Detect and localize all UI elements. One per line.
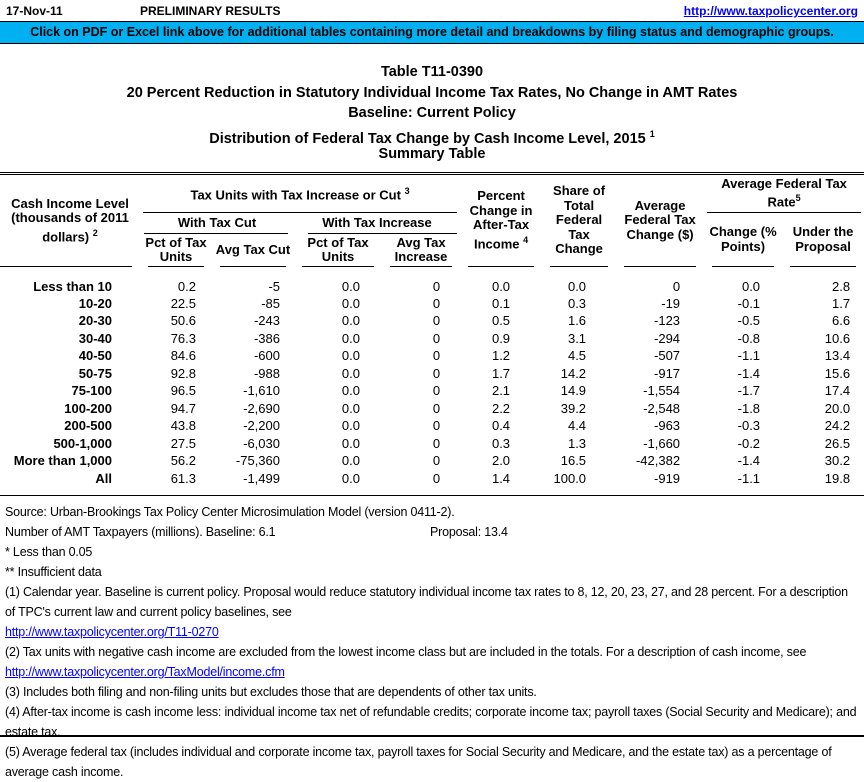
table-cell: 4.5	[567, 348, 587, 364]
income-level-label: 200-500	[64, 418, 112, 434]
table-cell: 14.2	[560, 365, 587, 381]
income-level-label: All	[95, 470, 112, 486]
table-cell: 19.8	[824, 470, 851, 486]
table-cell: 1.2	[491, 348, 511, 364]
income-level-label: 100-200	[64, 400, 112, 416]
table-cell: 0.3	[491, 435, 511, 451]
table-cell: 13.4	[824, 348, 851, 364]
income-level-label: 75-100	[71, 383, 112, 399]
table-cell: 50.6	[170, 313, 196, 329]
table-cell: 96.5	[170, 383, 196, 399]
table-row	[0, 295, 864, 313]
table-row	[0, 417, 864, 435]
table-cell: -75,360	[235, 453, 280, 469]
table-cell: 0.2	[177, 278, 196, 294]
footnote-line: (5) Average federal tax (includes individual and corporate income tax, payroll taxes for Social Security and Medicare, and the estate tax) as a percentage of average cash income.	[5, 745, 832, 779]
table-row	[0, 365, 864, 383]
table-cell: 0	[432, 435, 441, 451]
income-level-label: 10-20	[78, 295, 112, 311]
table-cell: 15.6	[824, 365, 851, 381]
table-number-title: Table T11-0390	[380, 64, 484, 80]
income-level-label: Less than 10	[33, 278, 112, 294]
table-cell: 61.3	[170, 470, 196, 486]
table-row	[0, 435, 864, 453]
table-cell: 0.0	[341, 453, 360, 469]
income-level-label: 50-75	[78, 365, 112, 381]
col-header-change-percentage-points: Change (% Points)	[704, 213, 782, 267]
table-cell: 14.9	[560, 383, 587, 399]
table-cell: 56.2	[170, 453, 196, 469]
table-cell: 0.0	[341, 295, 360, 311]
table-cell: -2,200	[243, 418, 280, 434]
income-level-label: 500-1,000	[53, 435, 112, 451]
table-cell: 0.0	[341, 470, 360, 486]
table-cell: 26.5	[824, 435, 851, 451]
table-cell: 2.2	[491, 400, 511, 416]
distribution-title: Distribution of Federal Tax Change by Cash Income Level, 2015 $^1$	[209, 128, 655, 147]
table-cell: -963	[654, 418, 681, 434]
income-level-label: 40-50	[78, 348, 112, 364]
table-cell: 17.4	[824, 383, 851, 399]
amt-taxpayers-note	[5, 522, 858, 542]
group-header-average-federal-tax-rate: Average Federal Tax Rate$^5$	[704, 175, 864, 213]
table-cell: 24.2	[824, 418, 851, 434]
table-cell: -2,690	[243, 400, 280, 416]
amt-baseline-value: Number of AMT Taxpayers (millions). Baseline: 6.1	[5, 525, 276, 539]
table-cell: -0.3	[737, 418, 761, 434]
table-cell: 20.0	[824, 400, 851, 416]
table-cell: -988	[253, 365, 280, 381]
table-cell: -917	[654, 365, 681, 381]
table-cell: 0.0	[741, 278, 761, 294]
footnote-line: * Less than 0.05	[5, 545, 93, 559]
table-cell: 1.7	[831, 295, 851, 311]
table-cell: 0	[432, 348, 441, 364]
col-header-pct-tax-units-increase: Pct of Tax Units	[294, 234, 382, 267]
table-cell: -1,610	[243, 383, 280, 399]
table-cell: -1.7	[737, 383, 761, 399]
table-cell: -386	[253, 330, 280, 346]
table-cell: -1.8	[737, 400, 761, 416]
taxpolicycenter-link[interactable]: http://www.taxpolicycenter.org	[683, 4, 858, 18]
income-level-label: 20-30	[78, 313, 112, 329]
proposal-title: 20 Percent Reduction in Statutory Individual Income Tax Rates, No Change in AMT Rates	[126, 84, 738, 101]
table-cell: -1,554	[643, 383, 681, 399]
table-cell: 6.6	[831, 313, 851, 329]
table-cell: 4.4	[567, 418, 587, 434]
table-cell: -600	[253, 348, 280, 364]
footnote-line: (1) Calendar year. Baseline is current policy. Proposal would reduce statutory individual income tax rates to 8, 12, 20, 23, 27, and 28 percent. For a description of TPC's current law and current policy baselines, see	[5, 585, 848, 619]
table-row	[0, 347, 864, 365]
table-body	[0, 267, 864, 488]
table-cell: 1.3	[567, 435, 587, 451]
source-note: Source: Urban-Brookings Tax Policy Center Microsimulation Model (version 0411-2).	[5, 505, 455, 519]
table-cell: 0.0	[341, 418, 360, 434]
table-cell: 0	[432, 313, 441, 329]
footnotes	[0, 496, 864, 782]
table-cell: -294	[654, 330, 681, 346]
income-level-label: More than 1,000	[13, 453, 112, 469]
amt-proposal-value: Proposal: 13.4	[430, 525, 508, 539]
table-cell: 3.1	[567, 330, 587, 346]
table-row	[0, 267, 864, 295]
table-cell: 0	[432, 453, 441, 469]
table-cell: 0	[432, 330, 441, 346]
table-cell: 2.0	[491, 453, 511, 469]
col-header-pct-tax-units-cut: Pct of Tax Units	[140, 234, 212, 267]
table-cell: -1.1	[737, 348, 761, 364]
table-row	[0, 312, 864, 330]
summary-table	[0, 175, 864, 488]
table-cell: 0.0	[341, 348, 360, 364]
table-cell: -1,499	[243, 470, 280, 486]
group-header-with-tax-increase: With Tax Increase	[294, 213, 460, 234]
group-header-tax-units-increase-or-cut: Tax Units with Tax Increase or Cut $^3$	[140, 175, 460, 213]
table-cell: 0	[672, 278, 681, 294]
col-header-avg-tax-increase: Avg Tax Increase	[382, 234, 460, 267]
table-cell: 0.3	[567, 295, 587, 311]
table-cell: -0.1	[737, 295, 761, 311]
footnote-line: (3) Includes both filing and non-filing units but excludes those that are dependents of other tax units.	[5, 685, 537, 699]
table-cell: -1.4	[737, 365, 761, 381]
col-header-percent-change-after-tax-income: Percent Change in After-Tax Income $^4$	[460, 175, 542, 267]
table-cell: -19	[661, 295, 681, 311]
table-cell: 0	[432, 295, 441, 311]
table-cell: 0.0	[341, 330, 360, 346]
table-cell: 0.0	[341, 400, 360, 416]
table-header	[0, 175, 864, 267]
table-cell: 1.4	[491, 470, 511, 486]
table-cell: 0.0	[341, 383, 360, 399]
table-cell: 43.8	[170, 418, 196, 434]
col-header-avg-tax-cut: Avg Tax Cut	[212, 234, 294, 267]
summary-table-title: Summary Table	[378, 146, 486, 162]
table-cell: 0	[432, 383, 441, 399]
table-cell: 27.5	[170, 435, 196, 451]
table-cell: -243	[253, 313, 280, 329]
group-header-with-tax-cut: With Tax Cut	[140, 213, 294, 234]
table-cell: -42,382	[635, 453, 681, 469]
table-cell: 0.0	[341, 313, 360, 329]
table-cell: -0.8	[737, 330, 761, 346]
table-cell: 0.9	[491, 330, 511, 346]
table-row	[0, 452, 864, 470]
footnotes-list	[5, 542, 858, 782]
table-cell: 0.0	[341, 365, 360, 381]
footnote-link[interactable]: http://www.taxpolicycenter.org/TaxModel/income.cfm	[5, 665, 285, 679]
table-cell: 0	[432, 400, 441, 416]
preliminary-results-label: PRELIMINARY RESULTS	[140, 4, 281, 18]
title-block	[0, 62, 864, 165]
table-cell: -85	[261, 295, 280, 311]
table-cell: 2.1	[491, 383, 511, 399]
baseline-title: Baseline: Current Policy	[348, 105, 516, 121]
table-cell: 16.5	[560, 453, 587, 469]
table-cell: 0.4	[491, 418, 511, 434]
table-cell: 92.8	[170, 365, 196, 381]
footnote-link[interactable]: http://www.taxpolicycenter.org/T11-0270	[5, 625, 219, 639]
table-cell: 0	[432, 278, 441, 294]
col-header-average-federal-tax-change: Average Federal Tax Change ($)	[616, 175, 704, 267]
footnote-ref-3: 3	[404, 186, 410, 197]
col-header-share-total-federal-tax-change: Share of Total Federal Tax Change	[542, 175, 616, 267]
footnote-line: (2) Tax units with negative cash income are excluded from the lowest income class but are included in the totals. For a description of cash income, see	[5, 645, 807, 659]
table-cell: 10.6	[824, 330, 851, 346]
table-cell: -1,660	[643, 435, 681, 451]
table-cell: 22.5	[170, 295, 196, 311]
table-cell: -919	[654, 470, 681, 486]
income-level-label: 30-40	[78, 330, 112, 346]
footnote-line: ** Insufficient data	[5, 565, 102, 579]
footnote-ref-2: 2	[92, 227, 98, 238]
table-row	[0, 470, 864, 488]
table-cell: 0	[432, 418, 441, 434]
table-cell: -2,548	[643, 400, 681, 416]
table-cell: 0.0	[567, 278, 587, 294]
table-cell: 1.6	[567, 313, 587, 329]
table-cell: 0.0	[341, 278, 360, 294]
table-cell: -0.2	[737, 435, 761, 451]
date-label: 17-Nov-11	[6, 4, 63, 18]
table-cell: 84.6	[170, 348, 196, 364]
table-cell: 0.5	[491, 313, 511, 329]
table-cell: 30.2	[824, 453, 851, 469]
col-header-cash-income-level: Cash Income Level (thousands of 2011 dollars) $^2$	[0, 175, 140, 267]
table-cell: 0.0	[341, 435, 360, 451]
table-cell: 100.0	[553, 470, 587, 486]
table-cell: 76.3	[170, 330, 196, 346]
table-cell: -6,030	[243, 435, 280, 451]
info-banner	[0, 21, 864, 44]
table-row	[0, 330, 864, 348]
table-cell: 94.7	[170, 400, 196, 416]
table-cell: -0.5	[737, 313, 761, 329]
footnote-ref-1: 1	[649, 128, 655, 139]
table-cell: 1.7	[491, 365, 511, 381]
table-cell: -507	[654, 348, 681, 364]
footnote-line: (4) After-tax income is cash income less: individual income tax net of refundable credits; corporate income tax; payroll taxes (Social Security and Medicare); and estate tax.	[5, 705, 857, 739]
table-cell: 0	[432, 470, 441, 486]
footnote-ref-5: 5	[795, 193, 801, 204]
table-cell: -1.1	[737, 470, 761, 486]
table-cell: 2.8	[831, 278, 851, 294]
col-header-under-the-proposal: Under the Proposal	[782, 213, 864, 267]
table-row	[0, 400, 864, 418]
info-banner-text: Click on PDF or Excel link above for additional tables containing more detail and breakdowns by filing status and demographic groups.	[30, 25, 834, 39]
footnote-ref-4: 4	[523, 234, 529, 245]
table-cell: -5	[268, 278, 280, 294]
table-cell: 0	[432, 365, 441, 381]
table-cell: -123	[654, 313, 681, 329]
table-cell: -1.4	[737, 453, 761, 469]
top-bar	[0, 0, 864, 21]
table-cell: 0.1	[491, 295, 511, 311]
table-row	[0, 382, 864, 400]
table-cell: 0.0	[491, 278, 511, 294]
table-cell: 39.2	[560, 400, 587, 416]
